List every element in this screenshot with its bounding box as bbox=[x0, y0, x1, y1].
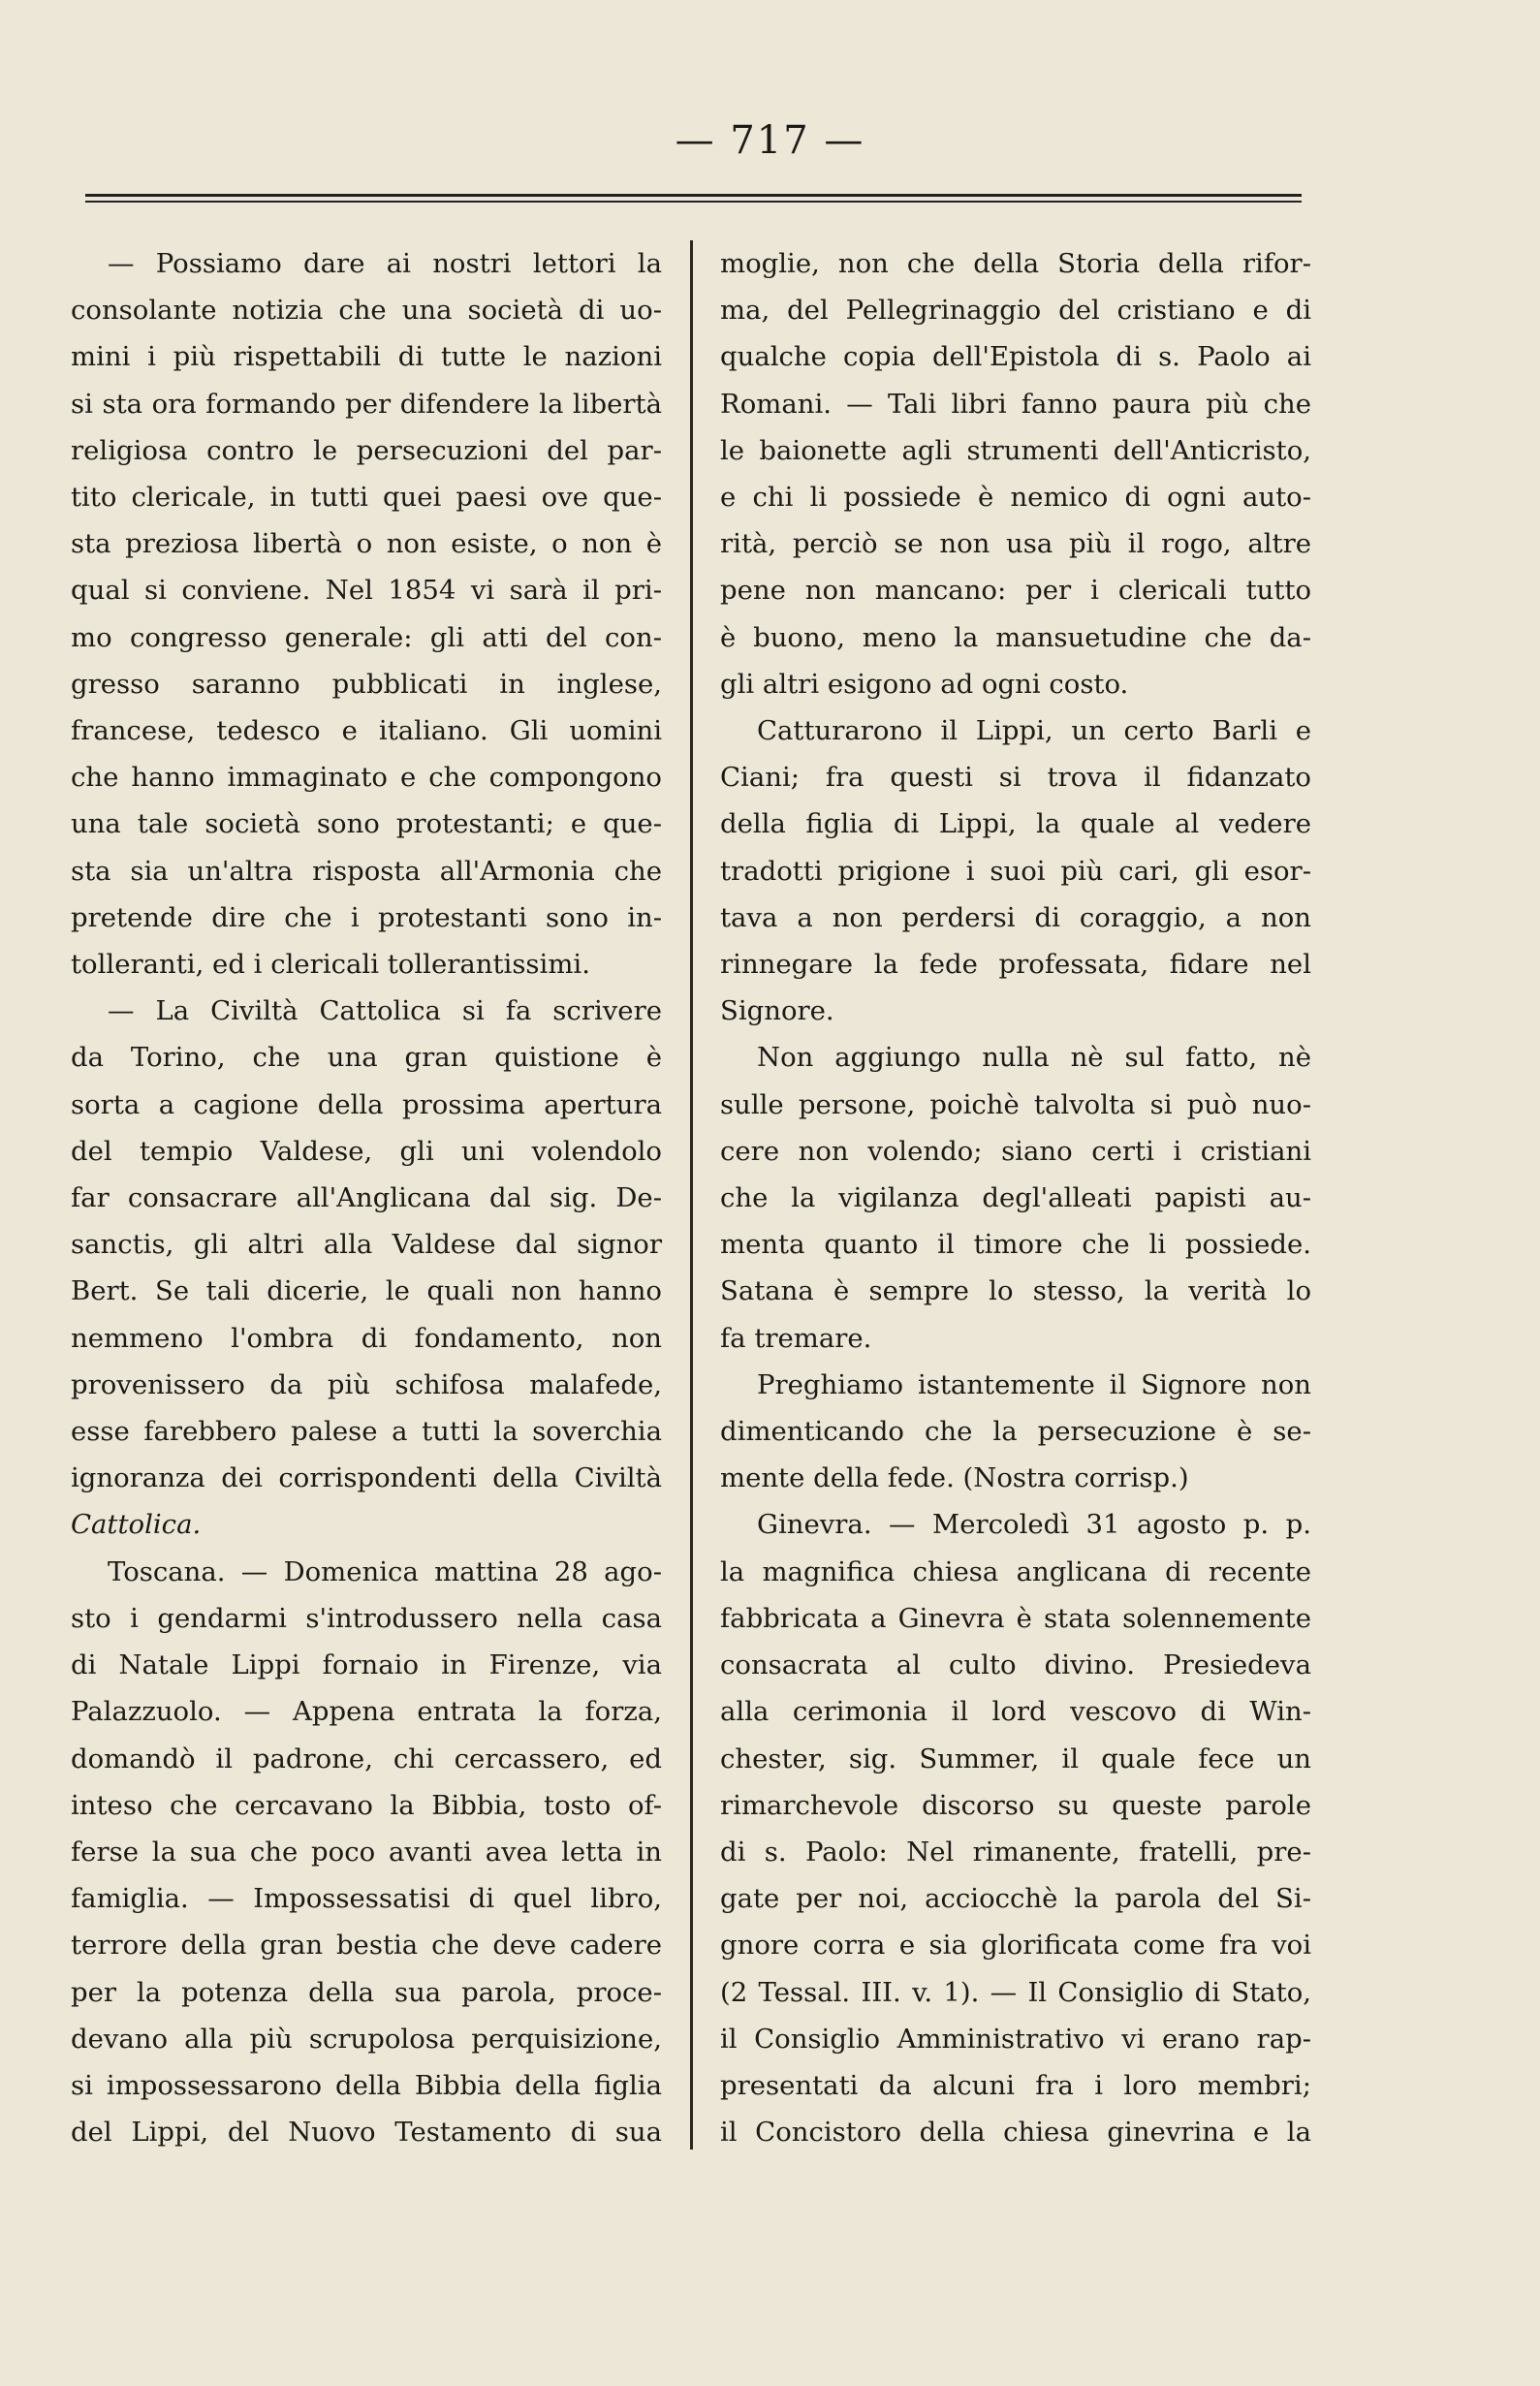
text-line: tava a non perdersi di coraggio, a non bbox=[720, 901, 1311, 933]
text-line: ferse la sua che poco avanti avea letta in bbox=[71, 1836, 662, 1868]
text-line: sorta a cagione della prossima apertura bbox=[71, 1088, 662, 1120]
text-line: mo congresso generale: gli atti del con- bbox=[71, 621, 662, 653]
text-line: terrore della gran bestia che deve cadere bbox=[71, 1930, 662, 1962]
text-line: Ciani; fra questi si trova il fidanzato bbox=[720, 762, 1311, 794]
text-line: del tempio Valdese, gli uni volendolo bbox=[71, 1135, 662, 1167]
text-line: fa tremare. bbox=[720, 1322, 872, 1354]
text-line: Preghiamo istantemente il Signore non bbox=[757, 1368, 1311, 1400]
text-line: Ginevra. — Mercoledì 31 agosto p. p. bbox=[757, 1509, 1311, 1541]
header-rule bbox=[85, 194, 1302, 203]
text-line: le baionette agli strumenti dell'Anticristo, bbox=[720, 434, 1311, 466]
text-line: sta sia un'altra risposta all'Armonia che bbox=[71, 855, 662, 887]
text-line: sulle persone, poichè talvolta si può nuo- bbox=[720, 1088, 1311, 1120]
text-line: la magnifica chiesa anglicana di recente bbox=[720, 1555, 1311, 1587]
text-line: ma, del Pellegrinaggio del cristiano e di bbox=[720, 295, 1311, 327]
text-line: chester, sig. Summer, il quale fece un bbox=[720, 1742, 1311, 1774]
text-line: Catturarono il Lippi, un certo Barli e bbox=[757, 715, 1311, 747]
text-line: dimenticando che la persecuzione è se- bbox=[720, 1416, 1311, 1448]
text-line: che hanno immaginato e che compongono bbox=[71, 762, 662, 794]
text-line: alla cerimonia il lord vescovo di Win- bbox=[720, 1696, 1311, 1728]
text-line: sta preziosa libertà o non esiste, o non è bbox=[71, 528, 662, 560]
text-line: far consacrare all'Anglicana dal sig. De- bbox=[71, 1182, 662, 1214]
text-line: nemmeno l'ombra di fondamento, non bbox=[71, 1322, 662, 1354]
text-line: Romani. — Tali libri fanno paura più che bbox=[720, 388, 1311, 420]
text-line: da Torino, che una gran quistione è bbox=[71, 1042, 662, 1074]
text-line: per la potenza della sua parola, proce- bbox=[71, 1976, 662, 2008]
text-line: presentati da alcuni fra i loro membri; bbox=[720, 2069, 1311, 2101]
text-line: menta quanto il timore che li possiede. bbox=[720, 1229, 1311, 1261]
text-line: è buono, meno la mansuetudine che da- bbox=[720, 621, 1311, 653]
text-line: gate per noi, acciocchè la parola del Si- bbox=[720, 1883, 1311, 1915]
text-line: Bert. Se tali dicerie, le quali non hanno bbox=[71, 1275, 662, 1307]
right-column bbox=[720, 240, 1311, 2155]
text-line: (2 Tessal. III. v. 1). — Il Consiglio di Stato, bbox=[720, 1976, 1311, 2008]
text-line: gli altri esigono ad ogni costo. bbox=[720, 668, 1129, 700]
text-line: consacrata al culto divino. Presiedeva bbox=[720, 1649, 1311, 1681]
text-line: Satana è sempre lo stesso, la verità lo bbox=[720, 1275, 1311, 1307]
text-line: cere non volendo; siano certi i cristiani bbox=[720, 1135, 1311, 1167]
text-line: del Lippi, del Nuovo Testamento di sua bbox=[71, 2117, 662, 2149]
text-line: religiosa contro le persecuzioni del par- bbox=[71, 434, 662, 466]
text-line: rimarchevole discorso su queste parole bbox=[720, 1789, 1311, 1821]
text-line: ignoranza dei corrispondenti della Civiltà bbox=[71, 1462, 662, 1494]
text-line: gnore corra e sia glorificata come fra voi bbox=[720, 1930, 1311, 1962]
text-line: rinnegare la fede professata, fidare nel bbox=[720, 949, 1311, 981]
text-line: — La Civiltà Cattolica si fa scrivere bbox=[108, 995, 662, 1027]
text-line: tolleranti, ed i clericali tollerantissimi. bbox=[71, 949, 590, 981]
text-line: francese, tedesco e italiano. Gli uomini bbox=[71, 715, 662, 747]
text-line: pene non mancano: per i clericali tutto bbox=[720, 575, 1311, 607]
text-line: famiglia. — Impossessatisi di quel libro, bbox=[71, 1883, 662, 1915]
text-line: sto i gendarmi s'introdussero nella casa bbox=[71, 1602, 662, 1634]
text-line: provenissero da più schifosa malafede, bbox=[71, 1368, 662, 1400]
text-line: Toscana. — Domenica mattina 28 ago- bbox=[108, 1555, 662, 1587]
text-line: Signore. bbox=[720, 995, 834, 1027]
text-line: tradotti prigione i suoi più cari, gli esor- bbox=[720, 855, 1311, 887]
text-line: fabbricata a Ginevra è stata solennemente bbox=[720, 1602, 1311, 1634]
text-line: mente della fede. (Nostra corrisp.) bbox=[720, 1462, 1189, 1494]
text-line: Cattolica. bbox=[71, 1509, 202, 1541]
text-line: il Consiglio Amministrativo vi erano rap- bbox=[720, 2023, 1311, 2055]
text-line: qual si conviene. Nel 1854 vi sarà il pri- bbox=[71, 575, 662, 607]
text-line: gresso saranno pubblicati in inglese, bbox=[71, 668, 662, 700]
text-line: pretende dire che i protestanti sono in- bbox=[71, 901, 662, 933]
text-line: della figlia di Lippi, la quale al vedere bbox=[720, 808, 1311, 840]
text-line: inteso che cercavano la Bibbia, tosto of- bbox=[71, 1789, 662, 1821]
text-line: — Possiamo dare ai nostri lettori la bbox=[108, 248, 662, 279]
text-line: Palazzuolo. — Appena entrata la forza, bbox=[71, 1696, 662, 1728]
text-line: che la vigilanza degl'alleati papisti au- bbox=[720, 1182, 1311, 1214]
text-line: esse farebbero palese a tutti la soverchia bbox=[71, 1416, 662, 1448]
text-line: di Natale Lippi fornaio in Firenze, via bbox=[71, 1649, 662, 1681]
text-line: e chi li possiede è nemico di ogni auto- bbox=[720, 482, 1311, 514]
text-line: si sta ora formando per difendere la libertà bbox=[71, 388, 662, 420]
page-number: — 717 — bbox=[675, 118, 865, 163]
text-line: consolante notizia che una società di uo- bbox=[71, 295, 662, 327]
text-line: una tale società sono protestanti; e que- bbox=[71, 808, 662, 840]
text-line: domandò il padrone, chi cercassero, ed bbox=[71, 1742, 662, 1774]
text-line: tito clericale, in tutti quei paesi ove que- bbox=[71, 482, 662, 514]
text-line: di s. Paolo: Nel rimanente, fratelli, pre- bbox=[720, 1836, 1311, 1868]
text-line: sanctis, gli altri alla Valdese dal signor bbox=[71, 1229, 662, 1261]
text-line: qualche copia dell'Epistola di s. Paolo ai bbox=[720, 341, 1311, 373]
text-line: il Concistoro della chiesa ginevrina e la bbox=[720, 2117, 1311, 2149]
left-column bbox=[71, 240, 662, 2155]
text-line: Non aggiungo nulla nè sul fatto, nè bbox=[757, 1042, 1311, 1074]
column-separator bbox=[690, 240, 693, 2150]
text-line: si impossessarono della Bibbia della figlia bbox=[71, 2069, 662, 2101]
text-line: devano alla più scrupolosa perquisizione, bbox=[71, 2023, 662, 2055]
text-line: mini i più rispettabili di tutte le nazioni bbox=[71, 341, 662, 373]
text-line: rità, perciò se non usa più il rogo, altre bbox=[720, 528, 1311, 560]
text-line: moglie, non che della Storia della rifor- bbox=[720, 248, 1311, 279]
